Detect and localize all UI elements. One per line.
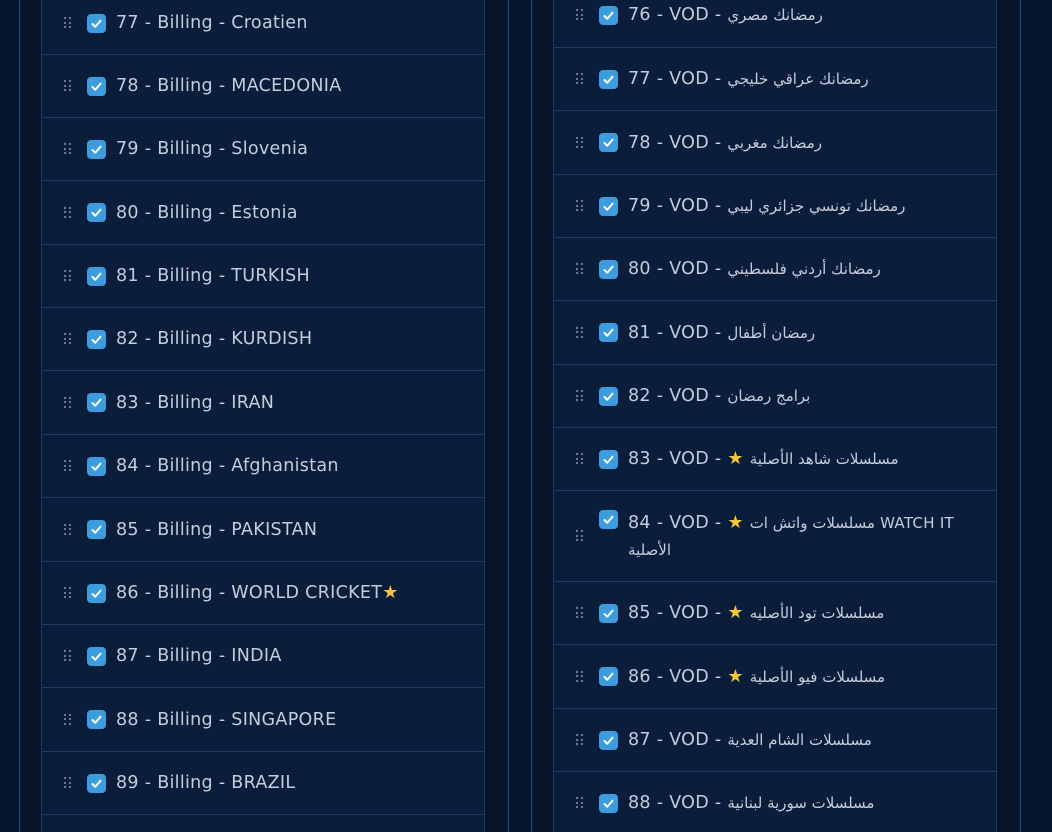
list-item[interactable] [41,498,485,562]
star-icon: ★ [727,665,744,687]
list-item[interactable] [553,111,997,175]
drag-handle-icon[interactable] [64,143,73,155]
item-checkbox[interactable] [599,6,618,25]
drag-handle-icon[interactable] [576,734,585,746]
checkmark-icon [90,460,103,473]
item-label [628,664,885,690]
item-label: 84 - Billing - Afghanistan [116,456,339,476]
drag-handle-icon[interactable] [64,270,73,282]
checkmark-icon [602,390,615,403]
item-name: رمضانك عراقي خليجي [727,70,869,88]
list-item[interactable] [41,562,485,625]
item-label [628,790,874,816]
item-checkbox[interactable] [87,393,106,412]
checkmark-icon [602,136,615,149]
item-checkbox[interactable] [87,140,106,159]
list-item[interactable] [41,752,485,815]
star-icon: ★ [382,582,399,603]
checkmark-icon [90,80,103,93]
item-checkbox[interactable] [599,667,618,686]
drag-handle-icon[interactable] [64,460,73,472]
item-prefix: 79 - VOD - [628,196,728,216]
item-label [628,130,822,156]
vod-categories-panel [531,0,1021,832]
drag-handle-icon[interactable] [576,607,585,619]
item-name: رمضانك مغربي [727,133,823,152]
item-label [628,66,869,92]
item-label: 82 - Billing - KURDISH [116,329,313,349]
list-item[interactable] [553,48,997,111]
checkmark-icon [602,670,615,683]
list-item[interactable] [553,582,997,645]
item-name: WATCH IT مسلسلات واتش ات [749,514,955,532]
item-prefix: 80 - VOD - [628,259,728,279]
drag-handle-icon[interactable] [64,17,73,29]
item-prefix: 83 - VOD - [628,449,728,469]
list-item[interactable] [41,55,485,118]
list-item[interactable] [553,772,997,832]
list-item[interactable] [41,0,485,55]
drag-handle-icon[interactable] [576,73,585,85]
item-label [628,193,905,219]
checkmark-icon [90,270,103,283]
item-label: 79 - Billing - Slovenia [116,139,309,159]
item-label: 89 - Billing - BRAZIL [116,773,296,793]
item-checkbox[interactable] [87,267,106,286]
list-item[interactable] [41,625,485,688]
checkmark-icon [602,607,615,620]
drag-handle-icon[interactable] [64,587,73,599]
item-label: 77 - Billing - Croatien [116,13,308,33]
checkmark-icon [602,263,615,276]
list-item[interactable] [553,365,997,428]
item-prefix: 76 - VOD - [628,5,728,25]
checkmark-icon [90,396,103,409]
checkmark-icon [90,17,103,30]
list-item[interactable] [553,709,997,772]
billing-category-list [41,0,485,832]
drag-handle-icon[interactable] [64,524,73,536]
drag-handle-icon[interactable] [576,137,585,149]
checkmark-icon [602,9,615,22]
item-name: رمضانك مصري [727,6,823,24]
list-item[interactable] [553,175,997,238]
drag-handle-icon[interactable] [64,714,73,726]
item-checkbox[interactable] [87,330,106,349]
drag-handle-icon[interactable] [576,453,585,465]
drag-handle-icon[interactable] [576,263,585,275]
list-item[interactable] [41,245,485,308]
billing-categories-panel [19,0,509,832]
drag-handle-icon[interactable] [576,200,585,212]
item-name: مسلسلات سورية لبنانية [727,794,875,812]
item-name: رمضان أطفال [727,323,816,342]
item-name: مسلسلات فيو الأصلية [749,667,886,686]
drag-handle-icon[interactable] [64,207,73,219]
list-item[interactable] [41,688,485,752]
star-icon: ★ [727,602,744,623]
item-label: 81 - Billing - TURKISH [116,266,310,286]
item-checkbox[interactable] [87,584,106,603]
drag-handle-icon[interactable] [576,390,585,402]
drag-handle-icon[interactable] [64,397,73,409]
item-name: رمضانك أردني فلسطيني [727,260,881,278]
item-checkbox[interactable] [87,14,106,33]
item-prefix: 86 - VOD - [628,666,728,687]
item-label [628,510,954,562]
item-label: 87 - Billing - INDIA [116,646,282,666]
item-label: 85 - Billing - PAKISTAN [116,519,318,540]
checkmark-icon [602,453,615,466]
checkmark-icon [602,200,615,213]
item-checkbox[interactable] [87,203,106,222]
item-checkbox[interactable] [87,457,106,476]
item-label [628,320,815,346]
item-label: 78 - Billing - MACEDONIA [116,76,342,96]
checkmark-icon [602,326,615,339]
item-checkbox[interactable] [87,710,106,729]
drag-handle-icon[interactable] [576,671,585,683]
item-name: مسلسلات تود الأصليه [749,604,885,622]
drag-handle-icon[interactable] [576,530,585,542]
item-label: 83 - Billing - IRAN [116,392,275,413]
checkmark-icon [90,713,103,726]
checkmark-icon [602,797,615,810]
item-name: رمضانك تونسي جزائري ليبي [727,197,906,215]
item-checkbox[interactable] [87,647,106,666]
list-item[interactable] [553,428,997,491]
item-name: برامج رمضان [727,387,811,405]
item-prefix: 84 - VOD - [628,513,728,533]
list-item[interactable] [41,308,485,371]
item-label [116,580,399,606]
checkmark-icon [602,73,615,86]
list-item[interactable] [553,0,997,48]
checkmark-icon [90,143,103,156]
item-checkbox[interactable] [599,604,618,623]
list-item[interactable] [553,645,997,709]
item-label: 88 - Billing - SINGAPORE [116,709,337,730]
item-label-text: 86 - Billing - WORLD CRICKET [116,583,383,603]
list-item[interactable] [41,435,485,498]
item-prefix: 88 - VOD - [628,793,728,813]
list-item[interactable] [553,301,997,365]
item-checkbox[interactable] [87,520,106,539]
item-checkbox[interactable] [599,510,618,529]
list-item[interactable] [553,491,997,582]
checkmark-icon [602,734,615,747]
item-label [628,2,823,28]
item-checkbox[interactable] [599,387,618,406]
item-prefix: 85 - VOD - [628,603,728,623]
drag-handle-icon[interactable] [64,333,73,345]
item-label-line1 [628,510,954,536]
item-label [628,256,881,282]
star-icon: ★ [727,448,744,469]
item-label [628,600,884,626]
item-checkbox[interactable] [599,323,618,342]
item-checkbox[interactable] [599,197,618,216]
item-label: 80 - Billing - Estonia [116,202,298,223]
item-label [628,446,899,472]
drag-handle-icon[interactable] [64,777,73,789]
item-label [628,727,872,753]
item-checkbox[interactable] [599,70,618,89]
item-label [628,383,810,409]
checkmark-icon [90,587,103,600]
list-item [41,815,485,832]
item-checkbox[interactable] [599,450,618,469]
drag-handle-icon[interactable] [576,9,585,21]
item-prefix: 87 - VOD - [628,730,728,750]
list-item[interactable] [553,238,997,301]
item-checkbox[interactable] [599,794,618,813]
checkmark-icon [90,777,103,790]
item-name: مسلسلات الشام العدية [727,731,872,749]
item-checkbox[interactable] [599,133,618,152]
item-prefix: 81 - VOD - [628,322,728,343]
star-icon: ★ [727,512,744,533]
item-prefix: 78 - VOD - [628,132,728,153]
checkmark-icon [90,333,103,346]
list-item[interactable] [41,118,485,181]
drag-handle-icon[interactable] [64,80,73,92]
list-item[interactable] [41,181,485,245]
item-name-line2: الأصلية [628,541,671,559]
checkmark-icon [90,523,103,536]
item-name: مسلسلات شاهد الأصلية [749,450,899,468]
item-prefix: 82 - VOD - [628,386,728,406]
list-item[interactable] [41,371,485,435]
drag-handle-icon[interactable] [576,797,585,809]
drag-handle-icon[interactable] [576,327,585,339]
item-checkbox[interactable] [599,731,618,750]
item-prefix: 77 - VOD - [628,69,728,89]
checkmark-icon [90,206,103,219]
checkmark-icon [90,650,103,663]
item-checkbox[interactable] [87,774,106,793]
checkmark-icon [602,513,615,526]
item-checkbox[interactable] [599,260,618,279]
drag-handle-icon[interactable] [64,650,73,662]
item-checkbox[interactable] [87,77,106,96]
vod-category-list [553,0,997,832]
